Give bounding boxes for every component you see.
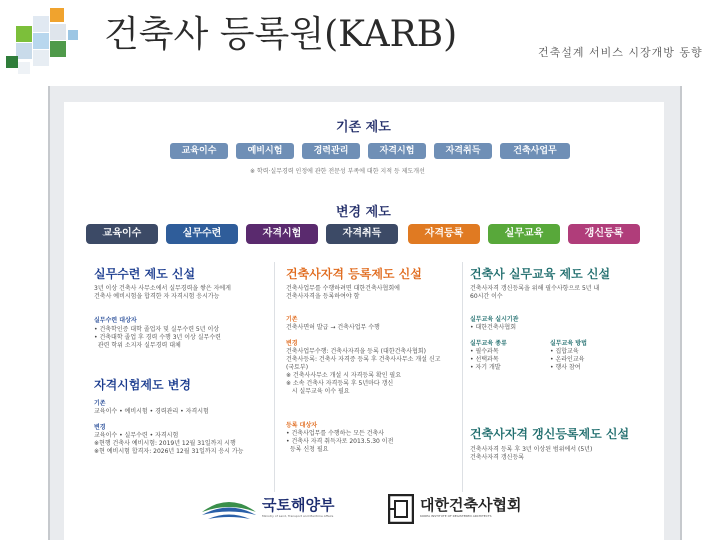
existing-step-qualification: 자격취득 <box>434 143 492 159</box>
exam-changed-label: 변경 <box>94 424 106 431</box>
association-emblem-icon <box>388 494 414 524</box>
ministry-logo <box>200 490 380 534</box>
changed-system-title: 변경 제도 <box>336 205 391 220</box>
ministry-emblem-icon <box>200 494 258 524</box>
exam-change-title: 자격시험제도 변경 <box>94 378 191 392</box>
renewal-body: 건축사자격 등록 후 3년 이상된 범위에서 (5년) 건축사자격 갱신등록 <box>470 446 593 461</box>
ministry-english-name: Ministry of Land, Transport and Maritime Affairs <box>262 514 334 518</box>
registration-target-body: • 건축사업무를 수행하는 모든 건축사 • 건축사 자격 취득자로 2013.5.30 이전 등록 신청 필요 <box>286 430 394 453</box>
registration-target-label: 등록 대상자 <box>286 422 318 429</box>
registration-existing-label: 기존 <box>286 316 298 323</box>
column-divider <box>274 262 275 492</box>
internship-target-body: • 건축학인증 대학 졸업자 및 실무수련 5년 이상 • 건축대학 졸업 후 경력 수행 3년 이상 실무수련 관련 학위 소지자 실무경력 대체 <box>94 326 221 349</box>
existing-step-exam: 자격시험 <box>368 143 426 159</box>
internship-title: 실무수련 제도 신설 <box>94 267 196 281</box>
changed-step-registration: 자격등록 <box>408 224 480 244</box>
registration-changed-label: 변경 <box>286 340 298 347</box>
changed-step-internship: 실무수련 <box>166 224 238 244</box>
internship-target-label: 실무수련 대상자 <box>94 317 137 324</box>
internship-intro: 3년 이상 건축사 사무소에서 실무경력을 쌓은 자에게 건축사 예비시험을 합격한 자 자격시험 응시가능 <box>94 285 231 300</box>
cubes-logo-icon <box>6 6 86 80</box>
changed-step-training: 실무교육 <box>488 224 560 244</box>
training-type-label: 실무교육 종류 <box>470 340 507 347</box>
association-name: 대한건축사협회 <box>420 496 522 514</box>
changed-step-renewal: 갱신등록 <box>568 224 640 244</box>
association-logo <box>388 490 588 534</box>
existing-system-title: 기존 제도 <box>336 120 391 135</box>
training-agency-body: • 대한건축사협회 <box>470 324 517 331</box>
existing-step-preliminary-exam: 예비시험 <box>236 143 294 159</box>
exam-existing-label: 기존 <box>94 400 106 407</box>
existing-note: ※ 학력·실무경력 인정에 관한 전문성 부족에 대한 지적 등 제도개선 <box>250 168 425 175</box>
existing-step-education: 교육이수 <box>170 143 228 159</box>
page-title: 건축사 등록원(KARB) <box>104 14 458 55</box>
changed-step-education: 교육이수 <box>86 224 158 244</box>
exam-changed-body: 교육이수 • 실무수련 • 자격시험 ※현행 건축사 예비시험: 2019년 12월 31일까지 시행 ※현 예비시험 합격자: 2026년 12월 31일까지 응시 가능 <box>94 432 244 455</box>
existing-step-career: 경력관리 <box>302 143 360 159</box>
content-frame <box>48 86 682 540</box>
ministry-name: 국토해양부 <box>262 496 335 514</box>
infographic-card <box>64 102 664 540</box>
training-intro: 건축사자격 갱신등록을 위해 필수사항으로 5년 내 60시간 이수 <box>470 285 600 300</box>
column-divider <box>462 262 463 492</box>
registration-title: 건축사자격 등록제도 신설 <box>286 267 422 281</box>
registration-intro: 건축사업무를 수행하려면 대한건축사협회에 건축사자격을 등록하여야 함 <box>286 285 400 300</box>
training-agency-label: 실무교육 실시기관 <box>470 316 519 323</box>
training-title: 건축사 실무교육 제도 신설 <box>470 267 611 281</box>
renewal-title: 건축사자격 갱신등록제도 신설 <box>470 427 630 441</box>
training-method-label: 실무교육 방법 <box>550 340 587 347</box>
existing-step-practice: 건축사업무 <box>500 143 570 159</box>
registration-existing-body: 건축사면허 발급 → 건축사업무 수행 <box>286 324 380 331</box>
exam-existing-body: 교육이수 • 예비시험 • 경력관리 • 자격시험 <box>94 408 209 415</box>
training-method-body: • 집합교육 • 온라인교육 • 행사 참여 <box>550 348 585 371</box>
changed-step-qualification: 자격취득 <box>326 224 398 244</box>
changed-step-exam: 자격시험 <box>246 224 318 244</box>
training-type-body: • 필수과목 • 선택과목 • 자기 개발 <box>470 348 501 371</box>
registration-changed-body: 건축사업무수행: 건축사자격을 등록 (대한건축사협회) 건축사등록: 건축사 자격증 등록 후 건축사사무소 개설 신고 (국토부) ※ 건축사사무소 개설 시 자격등록 확인 필요 ※ 소속 건축사 자격등록 후 5년마다 갱신 시 실무교육 이수 필요 <box>286 348 441 395</box>
association-english-name: KOREA INSTITUTE OF REGISTERED ARCHITECTS <box>420 514 492 518</box>
page-subtitle: 건축설계 서비스 시장개방 동향 <box>538 46 703 59</box>
